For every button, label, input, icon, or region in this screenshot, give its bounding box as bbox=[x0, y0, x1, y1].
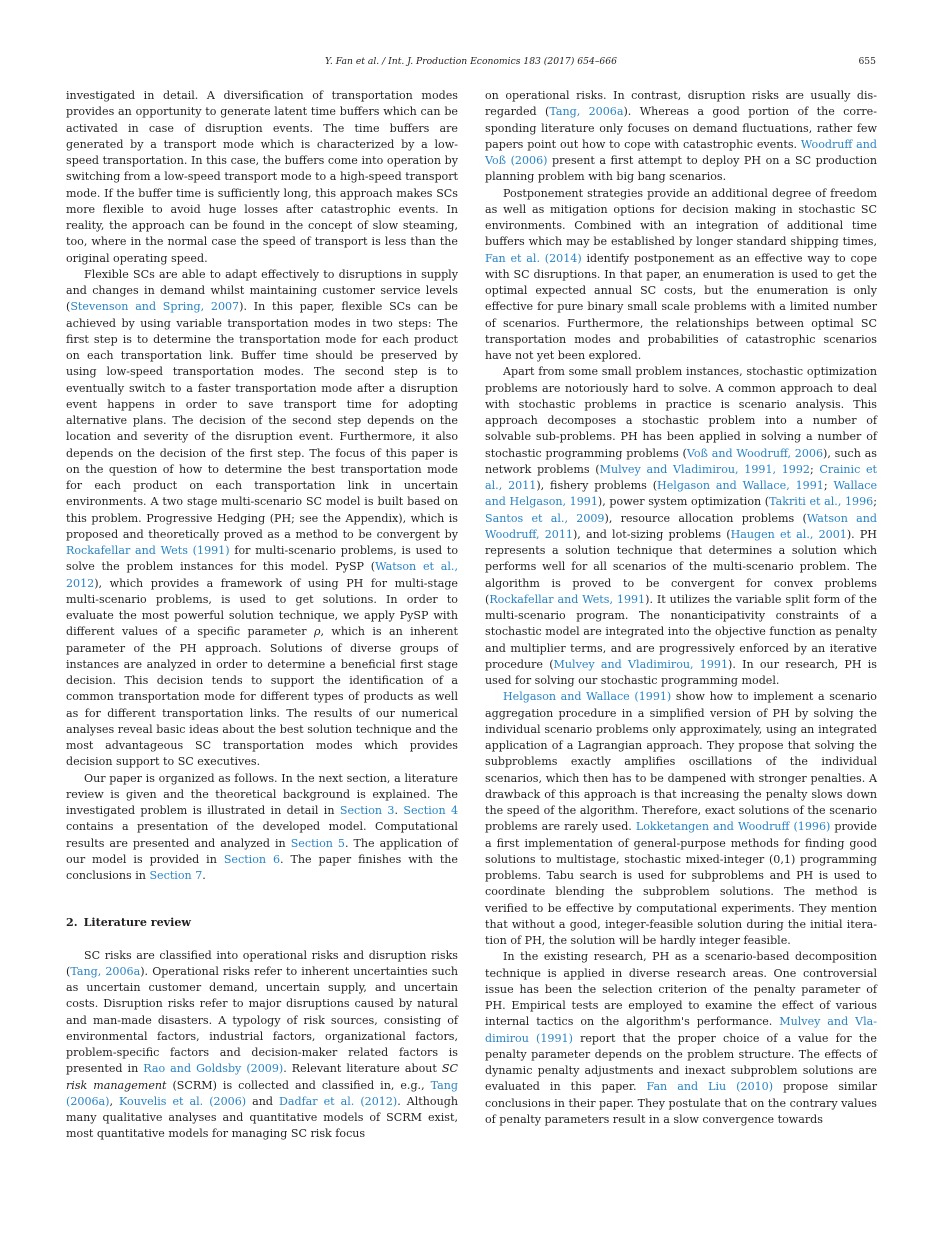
citation-link[interactable]: Voß and Woodruff, 2006 bbox=[686, 446, 824, 460]
citation-link[interactable]: Mulvey and Vladimirou, 1991, 1992 bbox=[599, 462, 810, 476]
running-header bbox=[66, 56, 876, 70]
citation-link[interactable]: Mulvey and Vladimirou, 1991 bbox=[553, 657, 729, 671]
citation-link[interactable]: Rockafellar and Wets, 1991 bbox=[489, 592, 646, 606]
section-title: Literature review bbox=[83, 916, 191, 930]
citation-link[interactable]: Fan and Liu (2010) bbox=[646, 1080, 774, 1094]
paragraph: Postponement strategies provide an additional degree of freedom as well as mitigation options for decision making in stochastic SC environments. Combined with an integration of additional time buffers which may be established by longer standard shipping times, Fan et al. (2014) identify postponement as an effective way to cope with SC disruptions. In that paper, an enumeration is used to get the optimal expected annual SC costs, but the enumeration is only effective for pure binary small scale problems with a limited number of scenarios. Furthermore, the relationships between optimal SC transportation modes and probabilities of catastrophic scenarios have not yet been explored. bbox=[485, 186, 878, 362]
citation-link[interactable]: Lokketangen and Woodruff (1996) bbox=[635, 820, 831, 834]
right-column bbox=[485, 88, 877, 1128]
citation-link[interactable]: Crainic et al., 2011 bbox=[485, 462, 878, 492]
citation-link[interactable]: Takriti et al., 1996 bbox=[769, 495, 874, 509]
section-link[interactable]: Section 5 bbox=[290, 836, 345, 850]
citation-link[interactable]: Fan et al. (2014) bbox=[485, 251, 582, 265]
citation-link[interactable]: Rockafellar and Wets (1991) bbox=[66, 544, 230, 557]
citation-link[interactable]: Dadfar et al. (2012) bbox=[278, 1094, 398, 1108]
citation-link[interactable]: Tang, 2006a bbox=[70, 964, 141, 978]
rho-symbol: ρ bbox=[313, 625, 321, 639]
citation-link[interactable]: Helgason and Wallace (1991) bbox=[503, 690, 672, 704]
paragraph: In the existing research, PH as a scenario-based decomposition technique is applied in diverse research areas. One controversial issue has been the selection criterion of the penalty parameter of PH. Empirical tests are employed to examine the effect of various internal tactics on the algorithm's performance. Mulvey and Vladimirou (1991) report that the proper choice of a value for the penalty parameter depends on the problem structure. The effects of dynamic penalty adjustments and inexact subproblem solutions are evaluated in this paper. Fan and Liu (2010) propose similar conclusions in their paper. They postulate that on the contrary values of penalty parameters result in a slow convergence towards bbox=[485, 950, 878, 1126]
citation-link[interactable]: Haugen et al., 2001 bbox=[730, 527, 847, 541]
section-number: 2. bbox=[66, 916, 78, 930]
citation-link[interactable]: Kouvelis et al. (2006) bbox=[119, 1094, 247, 1108]
section-link[interactable]: Section 4 bbox=[403, 804, 459, 817]
section-heading bbox=[66, 915, 458, 931]
section-link[interactable]: Section 6 bbox=[223, 852, 281, 866]
paragraph: Our paper is organized as follows. In the next section, a literature review is given and the theoretical background is explained. The investigated problem is illustrated in detail in Section 3. Section 4 contains a presentation of the developed model. Computational results are presented and analyzed in Section 5. The application of our model is provided in Section 6. The paper finishes with the conclusions in Section 7. bbox=[66, 771, 459, 882]
paragraph: SC risks are classified into operational risks and disruption risks (Tang, 2006a). Operational risks refer to inherent uncertainties such as uncertain customer demand, uncertain supply, and uncertain costs. Disruption risks refer to major disruptions caused by natural and man-made disasters. A typology of risk sources, consisting of environmental factors, industrial factors, organizational factors, problem-specific factors and decision-maker related factors is presented in Rao and Goldsby (2009). Relevant literature about SC risk management (SCRM) is collected and classified in, e.g., Tang (2006a), Kouvelis et al. (2006) and Dadfar et al. (2012). Although many qualitative analyses and quantitative models of SCRM exist, most quantitative models for managing SC risk focus bbox=[66, 948, 459, 1141]
citation-link[interactable]: Santos et al., 2009 bbox=[485, 511, 605, 525]
emphasis: SC risk management bbox=[66, 1062, 459, 1092]
left-column bbox=[66, 88, 458, 1143]
journal-citation: Y. Fan et al. / Int. J. Production Economics 183 (2017) 654–666 bbox=[325, 56, 617, 67]
citation-link[interactable]: Helgason and Wallace, 1991 bbox=[657, 479, 824, 492]
citation-link[interactable]: Rao and Goldsby (2009) bbox=[143, 1062, 284, 1076]
citation-link[interactable]: Tang, 2006a bbox=[549, 105, 624, 119]
citation-link[interactable]: Woodruff and Voß (2006) bbox=[485, 137, 877, 167]
citation-link[interactable]: Stevenson and Spring, 2007 bbox=[70, 300, 240, 314]
paragraph: on operational risks. In contrast, disruption risks are usually disregarded (Tang, 2006a). Whereas a good portion of the corresponding literature only focuses on demand fluctuations, rather few papers point out how to cope with catastrophic events. Woodruff and Voß (2006) present a first attempt to deploy PH on a SC production planning problem with big bang scenarios. bbox=[485, 89, 877, 184]
citation-link[interactable]: Watson and Woodruff, 2011 bbox=[485, 511, 877, 541]
section-link[interactable]: Section 3 bbox=[339, 804, 395, 817]
citation-link[interactable]: Mulvey and Vladimirou (1991) bbox=[485, 1015, 877, 1045]
citation-link[interactable]: Wallace and Helgason, 1991 bbox=[485, 479, 878, 509]
section-link[interactable]: Section 7 bbox=[149, 869, 203, 882]
page-number: 655 bbox=[858, 56, 876, 67]
paragraph: investigated in detail. A diversification of transportation modes provides an opportunity to generate latent time buffers which can be activated in case of disruption events. The time buffers are generated by a transport mode which is characterized by a low-speed transportation. In this case, the buffers come into operation by switching from a low-speed transport mode to a high-speed transport mode. If the buffer time is sufficiently long, this approach makes SCs more flexible to avoid huge losses after catastrophic events. In reality, the approach can be found in the concept of slow steaming, too, where in the normal case the speed of transport is less than the original operating speed. bbox=[66, 89, 458, 265]
citation-link[interactable]: Watson et al., 2012 bbox=[66, 560, 458, 590]
paragraph: Helgason and Wallace (1991) show how to implement a scenario aggregation procedure in a simplified version of PH by solving the individual scenario problems only approximately, using an integrated application of a Lagrangian approach. They propose that solving the subproblems exactly amplifies oscillations of the individual scenarios, which then has to be dampened with stronger penalties. A drawback of this approach is that increasing the penalty slows down the speed of the algorithm. Therefore, exact solutions of the scenario problems are rarely used. Lokketangen and Woodruff (1996) provide a first implementation of general-purpose methods for finding good solutions to multistage, stochastic mixed-integer (0,1) programming problems. Tabu search is used for subproblems and PH is used to coordinate blending the subproblem solutions. The method is verified to be effective by computational experiments. They mention that without a good, integer-feasible solution during the initial iteration of PH, the solution will be hardly integer feasible. bbox=[485, 690, 877, 947]
paragraph: Apart from some small problem instances, stochastic optimization problems are notoriously hard to solve. A common approach to deal with stochastic problems in practice is scenario analysis. This approach decomposes a stochastic problem into a number of solvable sub-problems. PH has been applied in solving a number of stochastic programming problems (Voß and Woodruff, 2006), such as network problems (Mulvey and Vladimirou, 1991, 1992; Crainic et al., 2011), fishery problems (Helgason and Wallace, 1991; Wallace and Helgason, 1991), power system optimization (Takriti et al., 1996; Santos et al., 2009), resource allocation problems (Watson and Woodruff, 2011), and lot-sizing problems (Haugen et al., 2001). PH represents a solution technique that determines a solution which performs well for all scenarios of the multi-scenario problem. The algorithm is proved to be convergent for convex problems (Rockafellar and Wets, 1991). It utilizes the variable split form of the multi-scenario program. The nonanticipativity constraints of a stochastic model are integrated into the objective function as penalty and multiplier terms, and are progressively enforced by an iterative procedure (Mulvey and Vladimirou, 1991). In our research, PH is used for solving our stochastic programming model. bbox=[485, 365, 878, 687]
citation-link[interactable]: Tang (2006a) bbox=[66, 1078, 458, 1108]
paragraph: Flexible SCs are able to adapt effectively to disruptions in supply and changes in demand whilst maintaining customer service levels (Stevenson and Spring, 2007). In this paper, flexible SCs can be achieved by using variable transportation modes in two steps: The first step is to determine the transportation mode for each product on each transportation link. Buffer time should be preserved by using low-speed transportation modes. The second step is to eventually switch to a faster transportation mode after a disruption event happens in order to save transport time for adopting alternative plans. The decision of the second step depends on the location and severity of the disruption event. Furthermore, it also depends on the decision of the first step. The focus of this paper is on the question of how to determine the best transportation mode for each product on each transportation link in uncertain environments. A two stage multi-scenario SC model is built based on this problem. Progressive Hedging (PH; see the Appendix), which is proposed and theoretically proved as a method to be convergent by Rockafellar and Wets (1991) for multi-scenario problems, is used to solve the problem instances for this model. PySP (Watson et al., 2012), which provides a framework of using PH for multi-stage multi-scenario problems, is used to get solutions. In order to evaluate the most powerful solution technique, we apply PySP with different values of a specific parameter ρ, which is an inherent parameter of the PH approach. Solutions of diverse groups of instances are analyzed in order to determine a beneficial first stage decision. This decision tends to support the identification of a common transportation mode for different types of products as well as for different transportation links. The results of our numerical analyses reveal basic ideas about the best solution technique and the most advantageous SC transportation modes which provides decision support to SC executives. bbox=[66, 267, 458, 769]
